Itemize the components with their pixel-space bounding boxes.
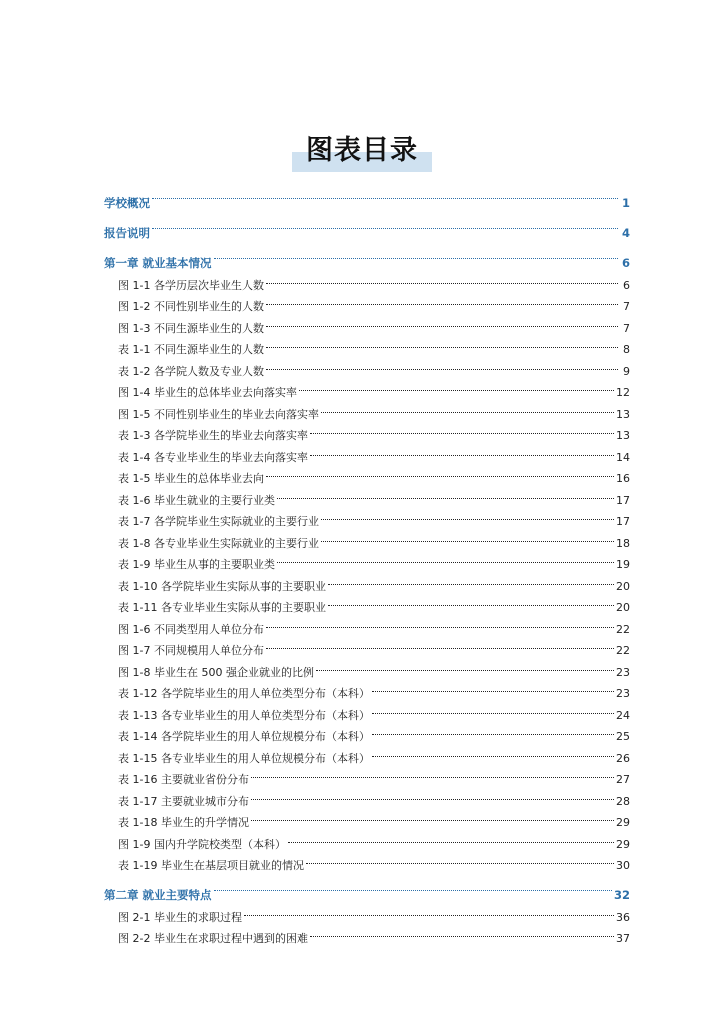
toc-entry-page-number: 22 — [616, 622, 630, 636]
dot-leader — [266, 310, 618, 332]
toc-entry-page-number: 17 — [616, 515, 630, 528]
toc-entry-page-number: 4 — [621, 226, 630, 240]
dot-leader — [152, 207, 618, 237]
page-title: 图表目录 — [306, 135, 418, 166]
toc-entry-page-number: 14 — [616, 450, 630, 464]
dot-leader — [266, 353, 618, 375]
toc-entry-page-number: 26 — [616, 751, 630, 765]
dot-leader — [299, 375, 614, 397]
toc-entry-label: 表 1-3 各学院毕业生的毕业去向落实率 — [118, 429, 308, 442]
toc-entry-label: 图 1-6 不同类型用人单位分布 — [118, 622, 264, 636]
toc-entry-page-number: 17 — [616, 493, 630, 507]
toc-entry-page-number: 19 — [616, 558, 630, 571]
dot-leader — [310, 921, 614, 943]
toc-entry-label: 表 1-18 毕业生的升学情况 — [118, 816, 249, 829]
toc-entry-page-number: 7 — [623, 321, 630, 335]
dot-leader — [321, 504, 614, 526]
toc-entry-page-number: 22 — [616, 644, 630, 657]
dot-leader — [152, 183, 618, 207]
toc-entry-page-number: 7 — [623, 300, 630, 313]
dot-leader — [266, 267, 618, 289]
dot-leader — [244, 899, 614, 921]
dot-leader — [306, 848, 614, 870]
toc-entry-page-number: 8 — [623, 343, 630, 356]
toc-entry-page-number: 24 — [616, 708, 630, 722]
toc-entry-page-number: 23 — [616, 687, 630, 700]
toc-entry-label: 表 1-14 各学院毕业生的用人单位规模分布（本科） — [118, 730, 370, 743]
page-title-area — [0, 128, 724, 167]
toc-entry-label: 图 1-3 不同生源毕业生的人数 — [118, 321, 264, 335]
dot-leader — [266, 633, 614, 655]
toc-entry-label: 表 1-6 毕业生就业的主要行业类 — [118, 493, 275, 507]
toc-entry-label: 图 1-7 不同规模用人单位分布 — [118, 644, 264, 657]
toc-entry-label: 图 1-4 毕业生的总体毕业去向落实率 — [118, 386, 297, 399]
dot-leader — [372, 740, 614, 762]
dot-leader — [251, 762, 614, 784]
toc-entry-label: 表 1-17 主要就业城市分布 — [118, 794, 249, 808]
dot-leader — [214, 869, 612, 899]
toc-entry-label: 图 1-2 不同性别毕业生的人数 — [118, 300, 264, 313]
toc-entry-label: 表 1-19 毕业生在基层项目就业的情况 — [118, 859, 304, 872]
dot-leader — [372, 697, 614, 719]
toc-entry-label: 图 2-2 毕业生在求职过程中遇到的困难 — [118, 932, 308, 945]
toc-entry-page-number: 23 — [616, 665, 630, 679]
toc-entry-page-number: 29 — [616, 837, 630, 851]
toc-entry-label: 表 1-2 各学院人数及专业人数 — [118, 364, 264, 378]
dot-leader — [328, 568, 614, 590]
dot-leader — [310, 439, 614, 461]
toc-entry-page-number: 13 — [616, 429, 630, 442]
dot-leader — [277, 482, 614, 504]
toc-entry-page-number: 30 — [616, 859, 630, 872]
dot-leader — [321, 396, 614, 418]
toc-entry-page-number: 37 — [616, 932, 630, 945]
toc-chapter-entry[interactable] — [104, 237, 630, 270]
table-of-contents — [104, 183, 630, 945]
toc-entry-label: 图 1-5 不同性别毕业生的毕业去向落实率 — [118, 407, 319, 421]
toc-entry-page-number: 36 — [616, 910, 630, 924]
toc-entry-label: 表 1-8 各专业毕业生实际就业的主要行业 — [118, 536, 319, 550]
toc-entry-label: 第二章 就业主要特点 — [104, 888, 212, 902]
toc-entry-label: 表 1-4 各专业毕业生的毕业去向落实率 — [118, 450, 308, 464]
toc-entry-page-number: 9 — [623, 364, 630, 378]
toc-entry-label: 图 1-1 各学历层次毕业生人数 — [118, 278, 264, 292]
toc-chapter-entry[interactable] — [104, 207, 630, 240]
toc-entry-page-number: 6 — [623, 278, 630, 292]
toc-entry-page-number: 29 — [616, 816, 630, 829]
toc-entry-label: 表 1-15 各专业毕业生的用人单位规模分布（本科） — [118, 751, 370, 765]
dot-leader — [372, 719, 614, 741]
toc-entry-label: 表 1-16 主要就业省份分布 — [118, 773, 249, 786]
title-box — [298, 128, 426, 167]
toc-entry-page-number: 28 — [616, 794, 630, 808]
dot-leader — [214, 237, 618, 267]
toc-entry-page-number: 18 — [616, 536, 630, 550]
dot-leader — [266, 289, 618, 311]
toc-entry-page-number: 20 — [616, 579, 630, 593]
dot-leader — [288, 826, 614, 848]
toc-entry-label: 报告说明 — [104, 226, 150, 240]
toc-entry-page-number: 1 — [621, 196, 630, 210]
toc-entry-page-number: 13 — [616, 407, 630, 421]
toc-entry-label: 图 1-8 毕业生在 500 强企业就业的比例 — [118, 665, 314, 679]
dot-leader — [321, 525, 614, 547]
toc-entry-label: 第一章 就业基本情况 — [104, 256, 212, 270]
toc-entry-label: 表 1-13 各专业毕业生的用人单位类型分布（本科） — [118, 708, 370, 722]
toc-entry-label: 表 1-7 各学院毕业生实际就业的主要行业 — [118, 515, 319, 528]
dot-leader — [266, 332, 618, 354]
dot-leader — [251, 805, 614, 827]
toc-entry-label: 表 1-12 各学院毕业生的用人单位类型分布（本科） — [118, 687, 370, 700]
toc-entry-page-number: 32 — [613, 888, 630, 902]
dot-leader — [266, 461, 614, 483]
dot-leader — [328, 590, 614, 612]
toc-entry-page-number: 25 — [616, 730, 630, 743]
toc-chapter-entry[interactable] — [104, 183, 630, 210]
toc-entry-label: 图 1-9 国内升学院校类型（本科） — [118, 837, 286, 851]
dot-leader — [266, 611, 614, 633]
toc-entry-label: 表 1-1 不同生源毕业生的人数 — [118, 343, 264, 356]
toc-entry-page-number: 20 — [616, 601, 630, 614]
toc-entry-label: 表 1-5 毕业生的总体毕业去向 — [118, 472, 264, 485]
toc-entry-page-number: 27 — [616, 773, 630, 786]
toc-entry-label: 表 1-9 毕业生从事的主要职业类 — [118, 558, 275, 571]
dot-leader — [310, 418, 614, 440]
toc-entry-page-number: 6 — [621, 256, 630, 270]
toc-entry-label: 学校概况 — [104, 196, 150, 210]
dot-leader — [316, 654, 614, 676]
toc-entry-label: 表 1-11 各专业毕业生实际从事的主要职业 — [118, 601, 326, 614]
toc-entry-page-number: 16 — [616, 472, 630, 485]
dot-leader — [277, 547, 614, 569]
toc-entry-label: 图 2-1 毕业生的求职过程 — [118, 910, 242, 924]
toc-entry-label: 表 1-10 各学院毕业生实际从事的主要职业 — [118, 579, 326, 593]
dot-leader — [251, 783, 614, 805]
dot-leader — [372, 676, 614, 698]
toc-entry-page-number: 12 — [616, 386, 630, 399]
